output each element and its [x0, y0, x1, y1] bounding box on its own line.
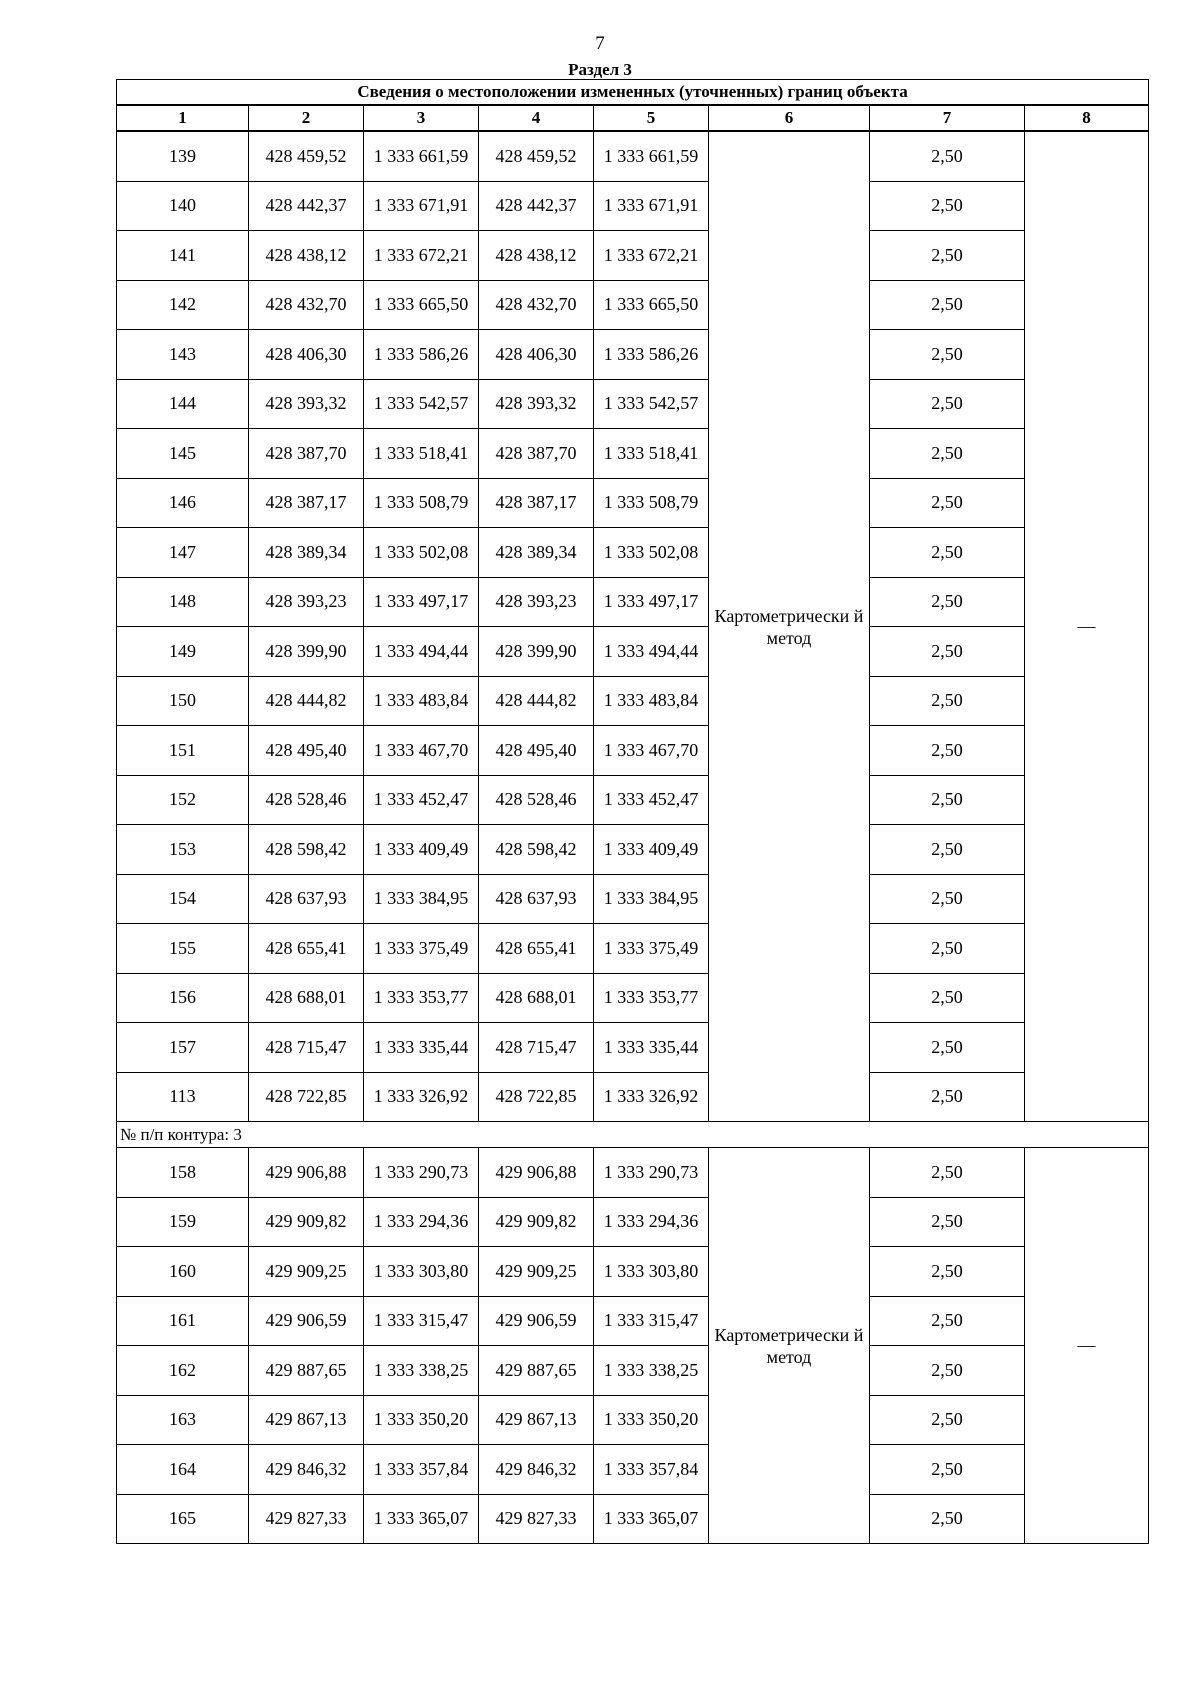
section-title: Раздел 3 — [568, 60, 632, 79]
table-row — [117, 775, 1149, 825]
table-row — [117, 1395, 1149, 1445]
point-number-cell: 155 — [117, 924, 249, 974]
x-coordinate-cell: 428 438,12 — [249, 231, 364, 281]
x-coordinate-cell: 428 387,17 — [249, 478, 364, 528]
x-coordinate-cell: 428 389,34 — [249, 528, 364, 578]
x-coordinate-cell: 428 406,30 — [479, 330, 594, 380]
x-coordinate-cell: 429 909,82 — [249, 1197, 364, 1247]
table-row — [117, 330, 1149, 380]
y-coordinate-cell: 1 333 326,92 — [594, 1072, 709, 1122]
x-coordinate-cell: 429 909,25 — [249, 1247, 364, 1297]
x-coordinate-cell: 428 495,40 — [249, 726, 364, 776]
x-coordinate-cell: 428 715,47 — [249, 1023, 364, 1073]
x-coordinate-cell: 428 598,42 — [479, 825, 594, 875]
table-row — [117, 528, 1149, 578]
table-row — [117, 874, 1149, 924]
point-number-cell: 152 — [117, 775, 249, 825]
column-header: 8 — [1025, 105, 1149, 131]
y-coordinate-cell: 1 333 483,84 — [364, 676, 479, 726]
x-coordinate-cell: 428 432,70 — [479, 280, 594, 330]
y-coordinate-cell: 1 333 365,07 — [364, 1494, 479, 1544]
y-coordinate-cell: 1 333 294,36 — [594, 1197, 709, 1247]
method-cell: Картометрически й метод — [709, 131, 870, 1122]
table-row — [117, 1247, 1149, 1297]
y-coordinate-cell: 1 333 672,21 — [364, 231, 479, 281]
x-coordinate-cell: 428 399,90 — [249, 627, 364, 677]
y-coordinate-cell: 1 333 494,44 — [594, 627, 709, 677]
contour-label-row — [117, 1122, 1149, 1148]
point-number-cell: 150 — [117, 676, 249, 726]
y-coordinate-cell: 1 333 357,84 — [594, 1445, 709, 1495]
x-coordinate-cell: 428 655,41 — [479, 924, 594, 974]
table-row — [117, 924, 1149, 974]
y-coordinate-cell: 1 333 671,91 — [594, 181, 709, 231]
accuracy-cell: 2,50 — [870, 1197, 1025, 1247]
y-coordinate-cell: 1 333 672,21 — [594, 231, 709, 281]
point-number-cell: 157 — [117, 1023, 249, 1073]
y-coordinate-cell: 1 333 508,79 — [364, 478, 479, 528]
x-coordinate-cell: 428 393,23 — [249, 577, 364, 627]
y-coordinate-cell: 1 333 326,92 — [364, 1072, 479, 1122]
table-row — [117, 1296, 1149, 1346]
y-coordinate-cell: 1 333 290,73 — [594, 1148, 709, 1198]
table-row — [117, 231, 1149, 281]
x-coordinate-cell: 428 655,41 — [249, 924, 364, 974]
column-header: 5 — [594, 105, 709, 131]
y-coordinate-cell: 1 333 338,25 — [364, 1346, 479, 1396]
table-row — [117, 1072, 1149, 1122]
point-number-cell: 149 — [117, 627, 249, 677]
x-coordinate-cell: 428 722,85 — [249, 1072, 364, 1122]
y-coordinate-cell: 1 333 409,49 — [364, 825, 479, 875]
table-row — [117, 676, 1149, 726]
x-coordinate-cell: 429 827,33 — [249, 1494, 364, 1544]
x-coordinate-cell: 429 846,32 — [479, 1445, 594, 1495]
point-number-cell: 154 — [117, 874, 249, 924]
column-header: 7 — [870, 105, 1025, 131]
accuracy-cell: 2,50 — [870, 1072, 1025, 1122]
accuracy-cell: 2,50 — [870, 280, 1025, 330]
accuracy-cell: 2,50 — [870, 1247, 1025, 1297]
table-row — [117, 181, 1149, 231]
y-coordinate-cell: 1 333 661,59 — [364, 131, 479, 181]
table-row — [117, 1346, 1149, 1396]
y-coordinate-cell: 1 333 518,41 — [594, 429, 709, 479]
y-coordinate-cell: 1 333 497,17 — [364, 577, 479, 627]
accuracy-cell: 2,50 — [870, 1395, 1025, 1445]
y-coordinate-cell: 1 333 350,20 — [594, 1395, 709, 1445]
x-coordinate-cell: 428 459,52 — [479, 131, 594, 181]
point-number-cell: 146 — [117, 478, 249, 528]
y-coordinate-cell: 1 333 350,20 — [364, 1395, 479, 1445]
x-coordinate-cell: 428 389,34 — [479, 528, 594, 578]
x-coordinate-cell: 428 722,85 — [479, 1072, 594, 1122]
x-coordinate-cell: 428 637,93 — [479, 874, 594, 924]
point-number-cell: 161 — [117, 1296, 249, 1346]
page-number: 7 — [595, 33, 605, 54]
point-number-cell: 113 — [117, 1072, 249, 1122]
y-coordinate-cell: 1 333 665,50 — [364, 280, 479, 330]
x-coordinate-cell: 428 393,32 — [479, 379, 594, 429]
x-coordinate-cell: 429 906,88 — [249, 1148, 364, 1198]
table-row — [117, 131, 1149, 181]
x-coordinate-cell: 428 387,70 — [479, 429, 594, 479]
table-row — [117, 379, 1149, 429]
point-number-cell: 142 — [117, 280, 249, 330]
y-coordinate-cell: 1 333 409,49 — [594, 825, 709, 875]
point-number-cell: 140 — [117, 181, 249, 231]
y-coordinate-cell: 1 333 452,47 — [594, 775, 709, 825]
y-coordinate-cell: 1 333 357,84 — [364, 1445, 479, 1495]
x-coordinate-cell: 429 909,82 — [479, 1197, 594, 1247]
y-coordinate-cell: 1 333 384,95 — [594, 874, 709, 924]
table-row — [117, 577, 1149, 627]
point-number-cell: 165 — [117, 1494, 249, 1544]
accuracy-cell: 2,50 — [870, 1494, 1025, 1544]
accuracy-cell: 2,50 — [870, 429, 1025, 479]
accuracy-cell: 2,50 — [870, 231, 1025, 281]
table-row — [117, 726, 1149, 776]
x-coordinate-cell: 429 846,32 — [249, 1445, 364, 1495]
y-coordinate-cell: 1 333 542,57 — [364, 379, 479, 429]
y-coordinate-cell: 1 333 467,70 — [594, 726, 709, 776]
y-coordinate-cell: 1 333 375,49 — [364, 924, 479, 974]
y-coordinate-cell: 1 333 665,50 — [594, 280, 709, 330]
x-coordinate-cell: 428 495,40 — [479, 726, 594, 776]
point-number-cell: 158 — [117, 1148, 249, 1198]
y-coordinate-cell: 1 333 502,08 — [364, 528, 479, 578]
accuracy-cell: 2,50 — [870, 1023, 1025, 1073]
y-coordinate-cell: 1 333 452,47 — [364, 775, 479, 825]
accuracy-cell: 2,50 — [870, 330, 1025, 380]
column-header: 2 — [249, 105, 364, 131]
x-coordinate-cell: 429 887,65 — [479, 1346, 594, 1396]
accuracy-cell: 2,50 — [870, 676, 1025, 726]
table-row — [117, 1148, 1149, 1198]
column8-cell: — — [1025, 1148, 1149, 1544]
table-row — [117, 1197, 1149, 1247]
point-number-cell: 153 — [117, 825, 249, 875]
accuracy-cell: 2,50 — [870, 1445, 1025, 1495]
x-coordinate-cell: 428 459,52 — [249, 131, 364, 181]
y-coordinate-cell: 1 333 586,26 — [594, 330, 709, 380]
table-caption-row — [117, 80, 1149, 106]
y-coordinate-cell: 1 333 335,44 — [364, 1023, 479, 1073]
accuracy-cell: 2,50 — [870, 874, 1025, 924]
y-coordinate-cell: 1 333 502,08 — [594, 528, 709, 578]
accuracy-cell: 2,50 — [870, 825, 1025, 875]
point-number-cell: 156 — [117, 973, 249, 1023]
x-coordinate-cell: 428 715,47 — [479, 1023, 594, 1073]
y-coordinate-cell: 1 333 518,41 — [364, 429, 479, 479]
x-coordinate-cell: 428 387,17 — [479, 478, 594, 528]
table-row — [117, 825, 1149, 875]
method-cell: Картометрически й метод — [709, 1148, 870, 1544]
table-caption: Сведения о местоположении измененных (уточненных) границ объекта — [117, 80, 1149, 106]
point-number-cell: 160 — [117, 1247, 249, 1297]
column-header: 3 — [364, 105, 479, 131]
accuracy-cell: 2,50 — [870, 528, 1025, 578]
point-number-cell: 162 — [117, 1346, 249, 1396]
column-header: 6 — [709, 105, 870, 131]
point-number-cell: 143 — [117, 330, 249, 380]
accuracy-cell: 2,50 — [870, 478, 1025, 528]
point-number-cell: 148 — [117, 577, 249, 627]
accuracy-cell: 2,50 — [870, 973, 1025, 1023]
x-coordinate-cell: 428 442,37 — [479, 181, 594, 231]
table-row — [117, 280, 1149, 330]
accuracy-cell: 2,50 — [870, 1346, 1025, 1396]
x-coordinate-cell: 429 906,59 — [249, 1296, 364, 1346]
point-number-cell: 139 — [117, 131, 249, 181]
y-coordinate-cell: 1 333 661,59 — [594, 131, 709, 181]
accuracy-cell: 2,50 — [870, 181, 1025, 231]
x-coordinate-cell: 428 528,46 — [479, 775, 594, 825]
x-coordinate-cell: 428 598,42 — [249, 825, 364, 875]
x-coordinate-cell: 429 906,59 — [479, 1296, 594, 1346]
y-coordinate-cell: 1 333 335,44 — [594, 1023, 709, 1073]
y-coordinate-cell: 1 333 290,73 — [364, 1148, 479, 1198]
accuracy-cell: 2,50 — [870, 924, 1025, 974]
accuracy-cell: 2,50 — [870, 775, 1025, 825]
column-header: 1 — [117, 105, 249, 131]
y-coordinate-cell: 1 333 384,95 — [364, 874, 479, 924]
point-number-cell: 141 — [117, 231, 249, 281]
accuracy-cell: 2,50 — [870, 379, 1025, 429]
y-coordinate-cell: 1 333 542,57 — [594, 379, 709, 429]
y-coordinate-cell: 1 333 365,07 — [594, 1494, 709, 1544]
y-coordinate-cell: 1 333 294,36 — [364, 1197, 479, 1247]
y-coordinate-cell: 1 333 497,17 — [594, 577, 709, 627]
table-row — [117, 973, 1149, 1023]
y-coordinate-cell: 1 333 508,79 — [594, 478, 709, 528]
point-number-cell: 147 — [117, 528, 249, 578]
y-coordinate-cell: 1 333 315,47 — [594, 1296, 709, 1346]
x-coordinate-cell: 428 406,30 — [249, 330, 364, 380]
x-coordinate-cell: 429 909,25 — [479, 1247, 594, 1297]
y-coordinate-cell: 1 333 303,80 — [594, 1247, 709, 1297]
y-coordinate-cell: 1 333 483,84 — [594, 676, 709, 726]
x-coordinate-cell: 428 688,01 — [249, 973, 364, 1023]
point-number-cell: 144 — [117, 379, 249, 429]
x-coordinate-cell: 428 444,82 — [249, 676, 364, 726]
x-coordinate-cell: 429 867,13 — [479, 1395, 594, 1445]
x-coordinate-cell: 429 827,33 — [479, 1494, 594, 1544]
x-coordinate-cell: 428 688,01 — [479, 973, 594, 1023]
x-coordinate-cell: 429 867,13 — [249, 1395, 364, 1445]
point-number-cell: 151 — [117, 726, 249, 776]
accuracy-cell: 2,50 — [870, 131, 1025, 181]
x-coordinate-cell: 428 438,12 — [479, 231, 594, 281]
x-coordinate-cell: 428 442,37 — [249, 181, 364, 231]
column-header-row — [117, 105, 1149, 131]
point-number-cell: 163 — [117, 1395, 249, 1445]
column-header: 4 — [479, 105, 594, 131]
y-coordinate-cell: 1 333 467,70 — [364, 726, 479, 776]
x-coordinate-cell: 428 444,82 — [479, 676, 594, 726]
table-row — [117, 1494, 1149, 1544]
column8-cell: — — [1025, 131, 1149, 1122]
accuracy-cell: 2,50 — [870, 1148, 1025, 1198]
table-row — [117, 478, 1149, 528]
table-row — [117, 1445, 1149, 1495]
point-number-cell: 159 — [117, 1197, 249, 1247]
y-coordinate-cell: 1 333 494,44 — [364, 627, 479, 677]
x-coordinate-cell: 428 393,32 — [249, 379, 364, 429]
x-coordinate-cell: 428 528,46 — [249, 775, 364, 825]
boundary-coordinates-table — [116, 79, 1149, 1544]
table-row — [117, 429, 1149, 479]
y-coordinate-cell: 1 333 315,47 — [364, 1296, 479, 1346]
x-coordinate-cell: 429 906,88 — [479, 1148, 594, 1198]
point-number-cell: 164 — [117, 1445, 249, 1495]
x-coordinate-cell: 428 387,70 — [249, 429, 364, 479]
x-coordinate-cell: 429 887,65 — [249, 1346, 364, 1396]
point-number-cell: 145 — [117, 429, 249, 479]
accuracy-cell: 2,50 — [870, 577, 1025, 627]
accuracy-cell: 2,50 — [870, 627, 1025, 677]
x-coordinate-cell: 428 399,90 — [479, 627, 594, 677]
y-coordinate-cell: 1 333 338,25 — [594, 1346, 709, 1396]
y-coordinate-cell: 1 333 586,26 — [364, 330, 479, 380]
accuracy-cell: 2,50 — [870, 1296, 1025, 1346]
x-coordinate-cell: 428 432,70 — [249, 280, 364, 330]
y-coordinate-cell: 1 333 353,77 — [594, 973, 709, 1023]
table-row — [117, 1023, 1149, 1073]
accuracy-cell: 2,50 — [870, 726, 1025, 776]
y-coordinate-cell: 1 333 671,91 — [364, 181, 479, 231]
x-coordinate-cell: 428 637,93 — [249, 874, 364, 924]
y-coordinate-cell: 1 333 353,77 — [364, 973, 479, 1023]
x-coordinate-cell: 428 393,23 — [479, 577, 594, 627]
y-coordinate-cell: 1 333 303,80 — [364, 1247, 479, 1297]
y-coordinate-cell: 1 333 375,49 — [594, 924, 709, 974]
contour-label: № п/п контура: 3 — [117, 1122, 1149, 1148]
table-row — [117, 627, 1149, 677]
